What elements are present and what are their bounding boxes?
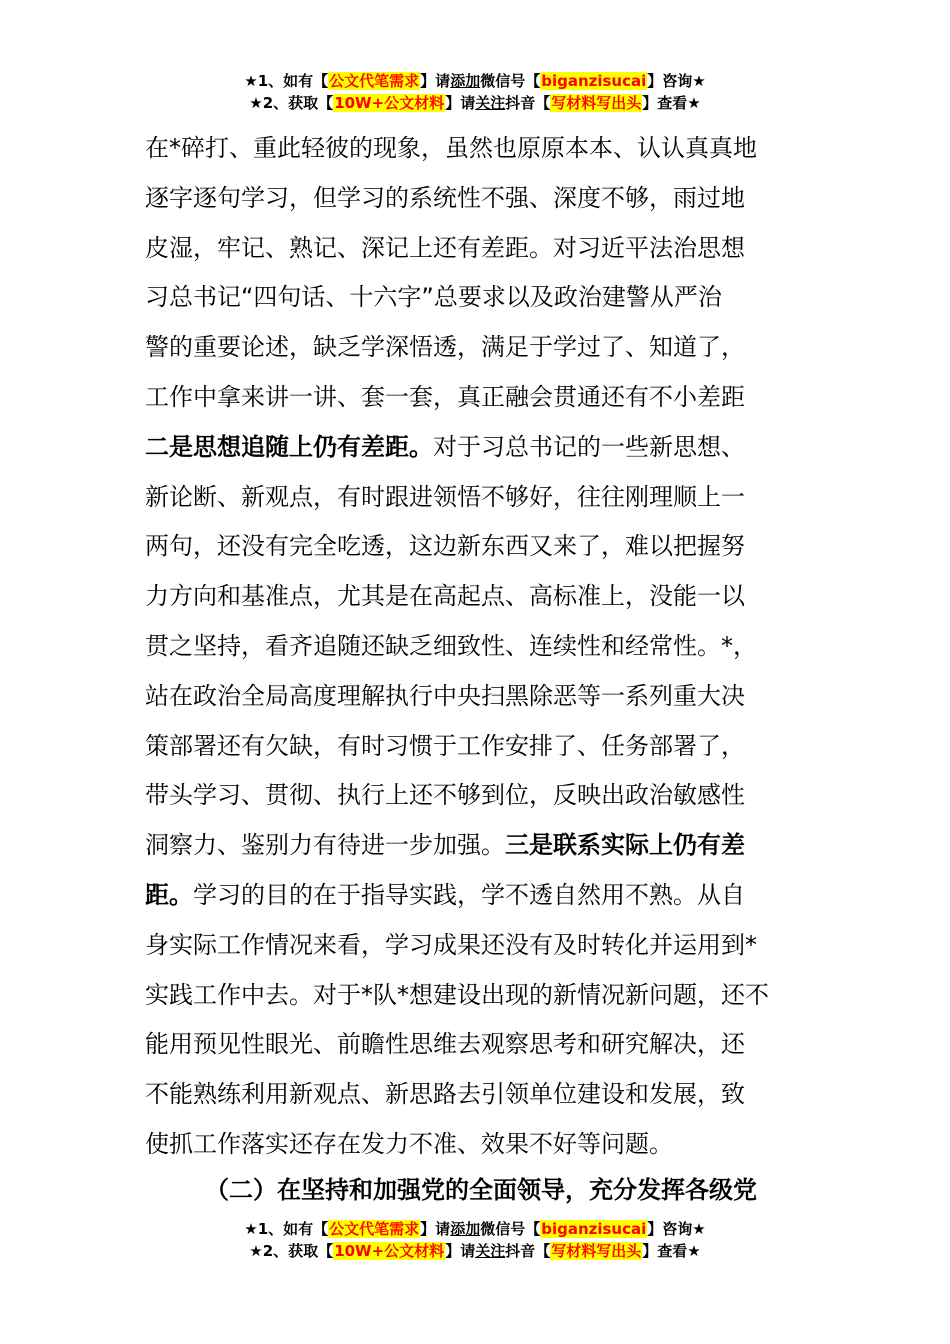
banner-underline: 添加 (450, 1220, 481, 1238)
body-line (145, 871, 810, 921)
banner-highlight: 10W+公文材料 (334, 1242, 445, 1260)
banner-line-1 (0, 70, 950, 92)
banner-text: 】咨询★ (647, 1220, 706, 1238)
body-line: 工作中拿来讲一讲、套一套，真正融会贯通还有不小差距 (145, 382, 745, 411)
body-line: 站在政治全局高度理解执行中央扫黑除恶等一系列重大决 (145, 681, 745, 710)
body-line: 习总书记“四句话、十六字”总要求以及政治建警从严治 (145, 283, 722, 312)
banner-text: 】查看★ (642, 1242, 701, 1260)
banner-highlight: 10W+公文材料 (334, 94, 445, 112)
banner-text: 】查看★ (642, 94, 701, 112)
banner-highlight: 公文代笔需求 (329, 1220, 420, 1238)
banner-highlight: 写材料写出头 (551, 1242, 642, 1260)
body-line: 力方向和基准点，尤其是在高起点、高标准上，没能一以 (145, 582, 745, 611)
banner-highlight: biganzisucai (541, 1220, 647, 1238)
body-line: 带头学习、贯彻、执行上还不够到位，反映出政治敏感性 (145, 781, 745, 810)
footer-banner (0, 1218, 950, 1262)
banner-line-2 (0, 1240, 950, 1262)
body-line: 新论断、新观点，有时跟进领悟不够好，往往刚理顺上一 (145, 482, 745, 511)
body-line (145, 423, 810, 473)
banner-highlight: 公文代笔需求 (329, 72, 420, 90)
banner-text: ★2、获取【 (249, 1242, 334, 1260)
banner-line-2 (0, 92, 950, 114)
body-line: 使抓工作落实还存在发力不准、效果不好等问题。 (145, 1129, 673, 1158)
body-text: 学习的目的在于指导实践，学不透自然用不熟。从自 (193, 880, 745, 909)
banner-line-1 (0, 1218, 950, 1240)
banner-text: 】请 (420, 1220, 451, 1238)
body-text: 洞察力、鉴别力有待进一步加强。 (145, 831, 505, 860)
document-body (145, 124, 810, 1170)
point-title-2: 二是思想追随上仍有差距。 (145, 432, 433, 461)
banner-text: ★1、如有【 (244, 72, 329, 90)
body-line: 两句，还没有完全吃透，这边新东西又来了，难以把握努 (145, 532, 745, 561)
banner-highlight: biganzisucai (541, 72, 647, 90)
body-line (145, 821, 810, 871)
body-text: 对于习总书记的一些新思想、 (433, 432, 745, 461)
banner-underline: 添加 (450, 72, 481, 90)
body-line: 实践工作中去。对于*队*想建设出现的新情况新问题，还不 (145, 980, 769, 1009)
banner-text: 】请 (445, 94, 476, 112)
body-line: 策部署还有欠缺，有时习惯于工作安排了、任务部署了， (145, 731, 745, 760)
body-line: 身实际工作情况来看，学习成果还没有及时转化并运用到* (145, 930, 757, 959)
point-title-3-cont: 距。 (145, 880, 193, 909)
body-line: 逐字逐句学习，但学习的系统性不强、深度不够，雨过地 (145, 183, 745, 212)
body-line: 不能熟练利用新观点、新思路去引领单位建设和发展，致 (145, 1080, 745, 1109)
banner-underline: 关注 (475, 1242, 506, 1260)
banner-text: 】请 (420, 72, 451, 90)
banner-underline: 关注 (475, 94, 506, 112)
point-title-3: 三是联系实际上仍有差 (505, 831, 745, 860)
header-banner (0, 70, 950, 114)
body-line: 贯之坚持，看齐追随还缺乏细致性、连续性和经常性。*， (145, 631, 757, 660)
banner-text: 微信号【 (480, 1220, 541, 1238)
body-line: 能用预见性眼光、前瞻性思维去观察思考和研究解决，还 (145, 1030, 745, 1059)
body-line: 在*碎打、重此轻彼的现象，虽然也原原本本、认认真真地 (145, 134, 757, 162)
body-line: 皮湿，牢记、熟记、深记上还有差距。对习近平法治思想 (145, 233, 745, 262)
section-heading: （二）在坚持和加强党的全面领导，充分发挥各级党 (205, 1176, 757, 1204)
banner-text: 】咨询★ (647, 72, 706, 90)
banner-text: 抖音【 (505, 94, 551, 112)
body-line: 警的重要论述，缺乏学深悟透，满足于学过了、知道了， (145, 333, 745, 362)
banner-highlight: 写材料写出头 (551, 94, 642, 112)
banner-text: ★1、如有【 (244, 1220, 329, 1238)
banner-text: ★2、获取【 (249, 94, 334, 112)
banner-text: 抖音【 (505, 1242, 551, 1260)
banner-text: 】请 (445, 1242, 476, 1260)
banner-text: 微信号【 (480, 72, 541, 90)
